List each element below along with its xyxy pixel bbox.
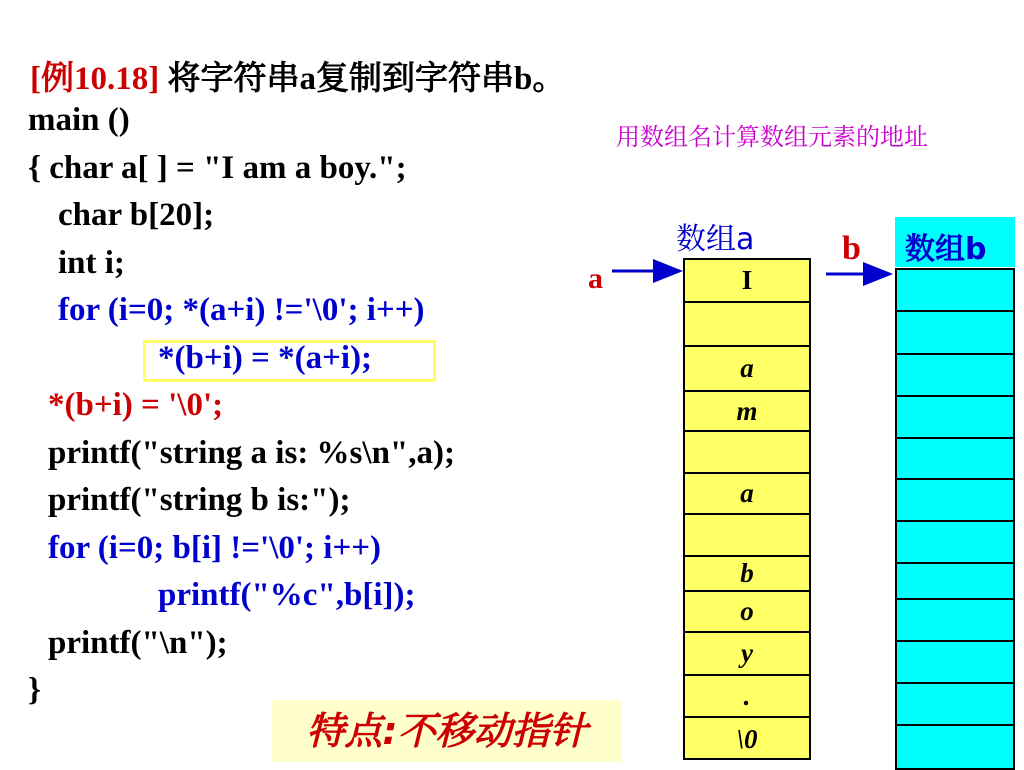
code-line: char b[20]; (58, 197, 215, 233)
array-b-cell (895, 478, 1015, 522)
array-b-cell (895, 640, 1015, 684)
array-b-cell (895, 598, 1015, 642)
array-b-cell (895, 310, 1015, 355)
array-a-cell (683, 301, 811, 345)
array-b-cell (895, 724, 1015, 770)
array-a-cell: I (683, 258, 811, 301)
code-line: printf("%c",b[i]); (158, 577, 416, 613)
array-b-cell (895, 353, 1015, 397)
array-a-cell: . (683, 674, 811, 716)
code-line: { char a[ ] = "I am a boy."; (28, 149, 407, 186)
code-line: printf("string b is:"); (48, 482, 351, 518)
array-a-cell: m (683, 390, 811, 430)
array-a-cell: y (683, 631, 811, 674)
array-a-cell: o (683, 590, 811, 631)
array-b-cell (895, 437, 1015, 480)
pointer-a-label: a (588, 262, 603, 295)
note-text: 用数组名计算数组元素的地址 (616, 123, 928, 151)
code-line: *(b+i) = *(a+i); (158, 339, 373, 376)
code-line: for (i=0; *(a+i) !='\0'; i++) (58, 292, 425, 328)
feature-caption: 特点:不移动指针 (272, 700, 622, 762)
array-b-cell (895, 562, 1015, 600)
code-line: printf("string a is: %s\n",a); (48, 434, 455, 471)
array-a-cell: b (683, 555, 811, 590)
pointer-b-label: b (842, 230, 861, 267)
code-line: for (i=0; b[i] !='\0'; i++) (48, 529, 382, 566)
code-line: main () (28, 102, 130, 138)
code-line: *(b+i) = '\0'; (48, 387, 224, 423)
array-b-cell (895, 268, 1015, 312)
example-tag: [例10.18] (30, 61, 160, 97)
title-text: 将字符串a复制到字符串b。 (159, 61, 566, 97)
array-a-cell (683, 513, 811, 555)
code-line: } (28, 672, 42, 708)
array-b-cell (895, 682, 1015, 726)
array-a-cell: \0 (683, 716, 811, 760)
array-a-label: 数组a (676, 222, 755, 257)
array-b-cell (895, 395, 1015, 439)
code-line: printf("\n"); (48, 624, 228, 661)
array-b-label: 数组b (905, 232, 987, 267)
array-a-cell: a (683, 345, 811, 390)
code-line: int i; (58, 244, 125, 281)
array-b-cell (895, 520, 1015, 564)
array-a-cell: a (683, 472, 811, 513)
array-a-cell (683, 430, 811, 472)
